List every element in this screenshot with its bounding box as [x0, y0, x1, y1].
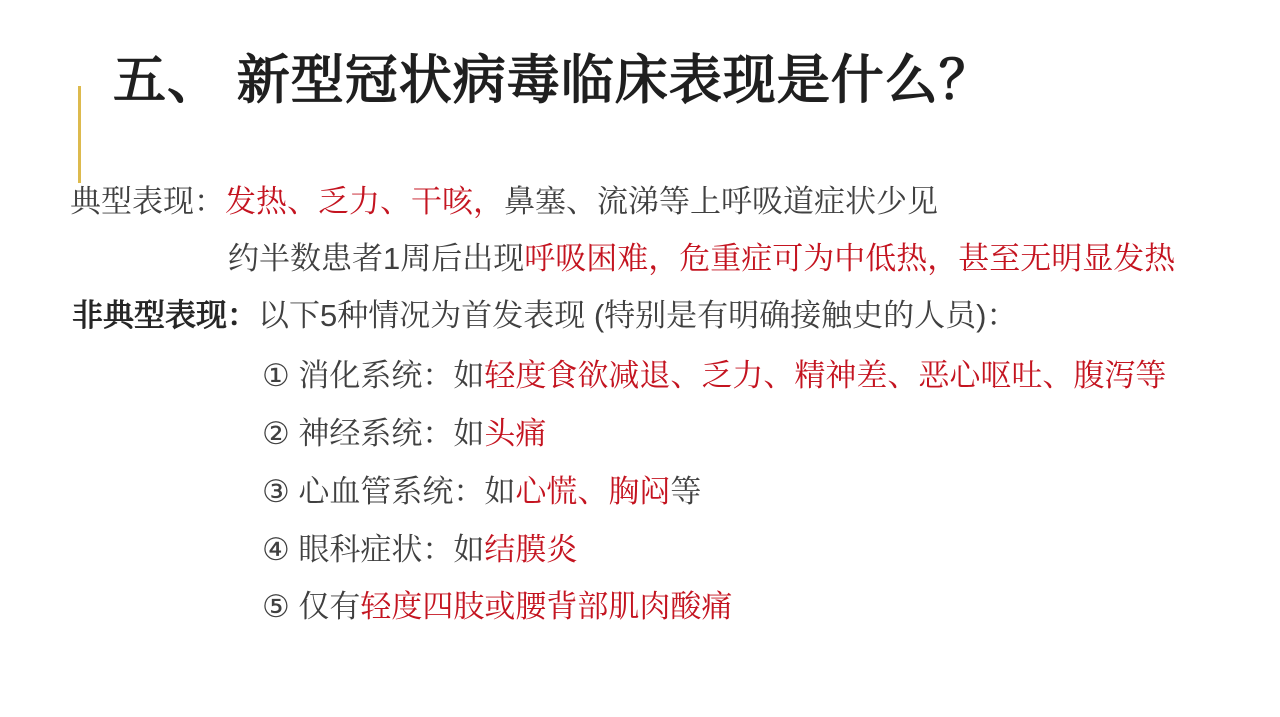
- title-accent-bar: [78, 86, 81, 183]
- item-red: 结膜炎: [484, 532, 578, 567]
- atypical-item-muscle-ache: [262, 587, 732, 627]
- atypical-header-line: [72, 296, 1018, 336]
- atypical-item-digestive: [262, 356, 1166, 396]
- typical-course-line: [228, 239, 1175, 279]
- typical-symptoms-red: 发热、乏力、干咳，: [225, 184, 504, 219]
- item-prefix: ⑤ 仅有: [262, 589, 361, 624]
- atypical-item-ophthalmic: [262, 530, 577, 570]
- item-red: 心慌、胸闷: [515, 474, 671, 509]
- item-red: 轻度四肢或腰背部肌肉酸痛: [360, 589, 733, 624]
- atypical-intro: 以下5种情况为首发表现 (特别是有明确接触史的人员)：: [258, 298, 1018, 333]
- typical-course-black: 约半数患者1周后出现: [228, 241, 525, 276]
- typical-symptoms-black: 鼻塞、流涕等上呼吸道症状少见: [504, 184, 938, 219]
- typical-course-red: 呼吸困难，危重症可为中低热，甚至无明显发热: [524, 241, 1176, 276]
- typical-label: 典型表现：: [70, 184, 225, 219]
- item-prefix: ② 神经系统：如: [262, 416, 485, 451]
- atypical-item-nervous: [262, 414, 546, 454]
- slide-title: 五、 新型冠状病毒临床表现是什么？: [113, 51, 993, 110]
- typical-symptoms-line: [70, 182, 938, 222]
- item-red: 头痛: [484, 416, 547, 451]
- item-suffix: 等: [670, 474, 702, 509]
- item-prefix: ① 消化系统：如: [262, 358, 485, 393]
- item-prefix: ④ 眼科症状：如: [262, 532, 485, 567]
- item-red: 轻度食欲减退、乏力、精神差、恶心呕吐、腹泻等: [484, 358, 1167, 393]
- atypical-item-cardiovascular: [262, 472, 701, 512]
- atypical-label: 非典型表现：: [72, 298, 258, 333]
- item-prefix: ③ 心血管系统：如: [262, 474, 516, 509]
